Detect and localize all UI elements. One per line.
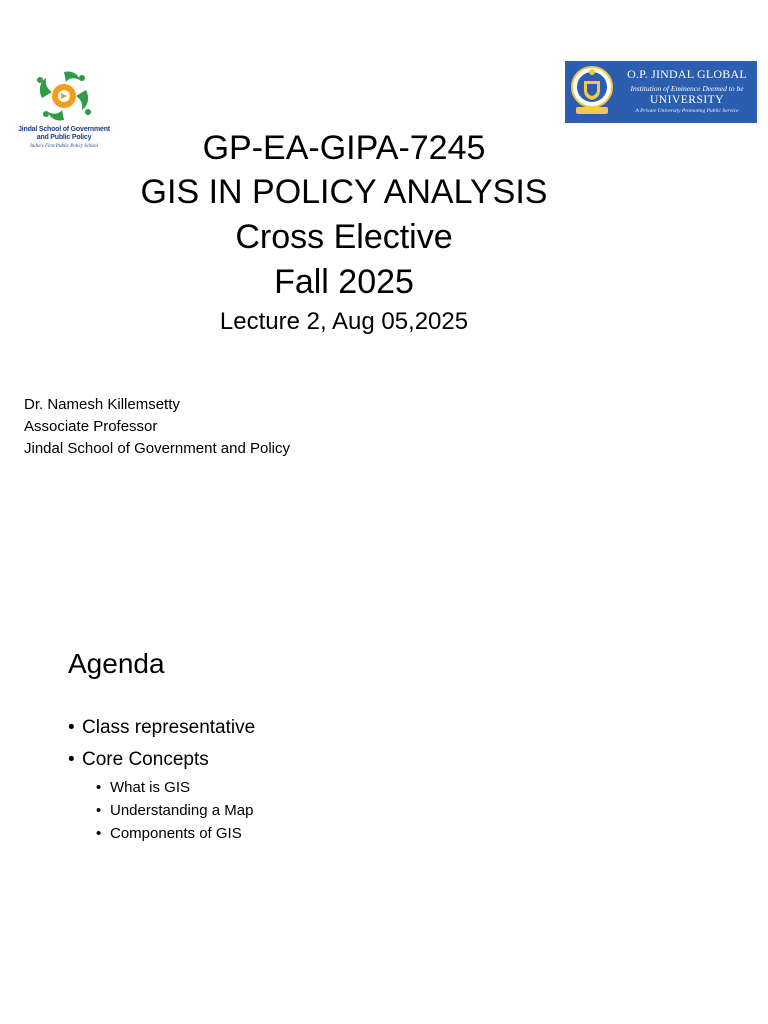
opjgu-motto: A Private University Promoting Public Service xyxy=(635,108,739,114)
agenda-subitem-understanding-a-map xyxy=(96,799,668,822)
course-code: GP-EA-GIPA-7245 xyxy=(202,129,486,167)
agenda-list xyxy=(68,712,668,845)
jsgp-name-line1: Jindal School of Government xyxy=(18,126,110,133)
opjgu-subtitle: Institution of Eminence Deemed to be xyxy=(630,84,744,93)
bullet-icon: • xyxy=(96,802,102,819)
agenda-subitem-what-is-gis xyxy=(96,776,668,799)
agenda-subitem-label: What is GIS xyxy=(110,779,191,796)
agenda-item-class-representative xyxy=(68,712,668,744)
instructor-title: Associate Professor xyxy=(24,418,158,435)
opjgu-university: UNIVERSITY xyxy=(650,94,724,106)
agenda-subitem-components-of-gis xyxy=(96,822,668,845)
agenda-sublist xyxy=(68,776,668,845)
agenda-item-label: Class representative xyxy=(82,717,256,738)
agenda-slide xyxy=(0,612,768,1024)
agenda-item-label: Core Concepts xyxy=(82,749,209,770)
opjgu-title: O.P. JINDAL GLOBAL xyxy=(627,67,747,81)
agenda-subitem-label: Components of GIS xyxy=(110,825,242,842)
bullet-icon: • xyxy=(96,825,102,842)
course-name: GIS IN POLICY ANALYSIS xyxy=(140,173,548,211)
bullet-icon: • xyxy=(96,779,102,796)
instructor-block xyxy=(24,394,290,460)
agenda-subitem-label: Understanding a Map xyxy=(110,802,254,819)
title-block xyxy=(90,126,598,340)
lecture-info: Lecture 2, Aug 05,2025 xyxy=(219,308,469,335)
agenda-item-core-concepts xyxy=(68,744,668,845)
jsgp-tagline: India's First Public Policy School xyxy=(30,144,98,149)
instructor-name: Dr. Namesh Killemsetty xyxy=(24,396,180,413)
jsgp-emblem-icon xyxy=(28,68,100,124)
agenda-title: Agenda xyxy=(68,648,165,679)
opjgu-logo xyxy=(565,61,757,123)
bullet-icon: • xyxy=(68,749,75,770)
university-crest-icon xyxy=(570,65,614,119)
jsgp-name-line2: and Public Policy xyxy=(36,134,92,141)
instructor-affiliation: Jindal School of Government and Policy xyxy=(24,440,290,457)
bullet-icon: • xyxy=(68,717,75,738)
elective-type: Cross Elective xyxy=(235,218,453,256)
term: Fall 2025 xyxy=(274,263,414,301)
